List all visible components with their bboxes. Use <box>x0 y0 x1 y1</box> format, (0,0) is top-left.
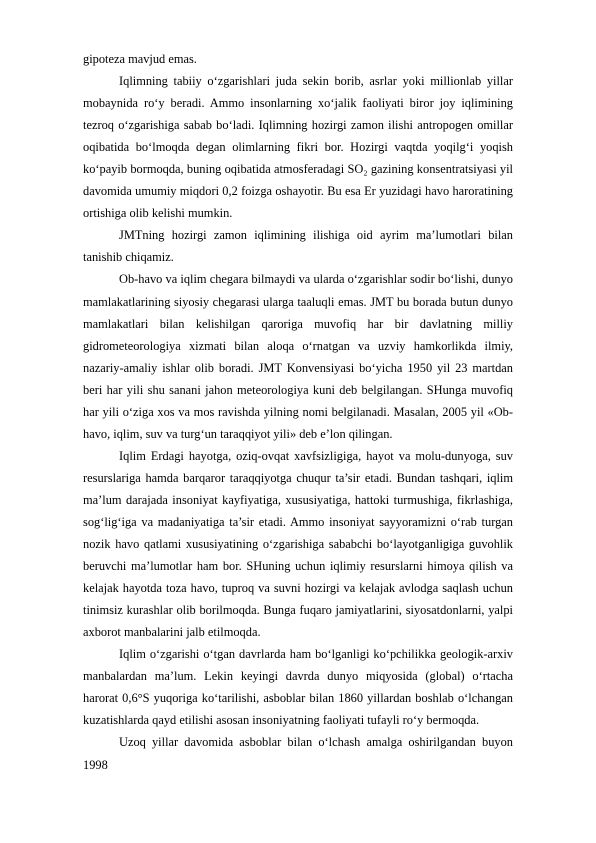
paragraph-last: Uzoq yillar davomida asboblar bilan o‘lchash amalga oshirilgandan buyon 1998 <box>83 735 513 772</box>
paragraph: gipoteza mavjud emas. <box>83 52 197 66</box>
paragraph: Ob-havo va iqlim chegara bilmaydi va ularda o‘zgarishlar sodir bo‘lishi, dunyo mamlakatlarining siyosiy chegarasi ularga taaluqli emas. JMT bu borada butun dunyo mamlakatlari bilan kelishilgan qaroriga muvofiq har bir davlatning milliy gidrometeorologiya xizmati bilan aloqa o‘rnatgan va uzviy hamkorlikda ilmiy, nazariy-amaliy ishlar olib boradi. JMT Konvensiyasi bo‘yicha 1950 yil 23 martdan beri har yili shu sanani jahon meteorologiya kuni deb belgilangan. SHunga muvofiq har yili o‘ziga xos va mos ravishda yilning nomi belgilanadi. Masalan, 2005 yil «Ob-havo, iqlim, suv va turg‘un taraqqiyot yili» deb e’lon qilingan. <box>83 272 513 441</box>
paragraph: JMTning hozirgi zamon iqlimining ilishiga oid ayrim ma’lumotlari bilan tanishib chiqamiz. <box>83 228 513 265</box>
document-page <box>83 48 513 776</box>
paragraph: Iqlim Erdagi hayotga, oziq-ovqat xavfsizligiga, hayot va molu-dunyoga, suv resurslariga hamda barqaror taraqqiyotga chuqur ta’sir etadi. Bundan tashqari, iqlim ma’lum darajada insoniyat kayfiyatiga, xususiyatiga, hattoki turmushiga, fikrlashiga, sog‘lig‘iga va madaniyatiga ta’sir etadi. Ammo insoniyat sayyoramizni o‘rab turgan nozik havo qatlami xususiyatining o‘zgarishiga sababchi bo‘layotganligiga guvohlik beruvchi ma’lumotlar ham bor. SHuning uchun iqlimiy resurslarni himoya qilish va kelajak hayotda toza havo, tuproq va suvni hozirgi va kelajak avlodga saqlash uchun tinimsiz kurashlar olib borilmoqda. Bunga fuqaro jamiyatlarini, siyosatdonlarni, yalpi axborot manbalarini jalb etilmoqda. <box>83 448 513 640</box>
paragraph: Iqlimning tabiiy o‘zgarishlari juda sekin borib, asrlar yoki millionlab yillar mobaynida ro‘y beradi. Ammo insonlarning xo‘jalik faoliyati biror joy iqlimining tezroq o‘zgarishiga sabab bo‘ladi. Iqlimning hozirgi zamon ilishi antropogen omillar oqibatida bo‘lmoqda degan olimlarning fikri bor. Hozirgi vaqtda yoqilg‘i yoqish ko‘payib bormoqda, buning oqibatida atmosferadagi SO₂ gazining konsentratsiyasi yil davomida umumiy miqdori 0,2 foizga oshayotir. Bu esa Er yuzidagi havo haroratining ortishiga olib kelishi mumkin. <box>83 74 513 221</box>
paragraph: Iqlim o‘zgarishi o‘tgan davrlarda ham bo‘lganligi ko‘pchilikka geologik-arxiv manbalardan ma’lum. Lekin keyingi davrda dunyo miqyosida (global) o‘rtacha harorat 0,6°S yuqoriga ko‘tarilishi, asboblar bilan 1860 yillardan boshlab o‘lchangan kuzatishlarda qayd etilishi asosan insoniyatning faoliyati tufayli ro‘y bermoqda. <box>83 647 513 728</box>
